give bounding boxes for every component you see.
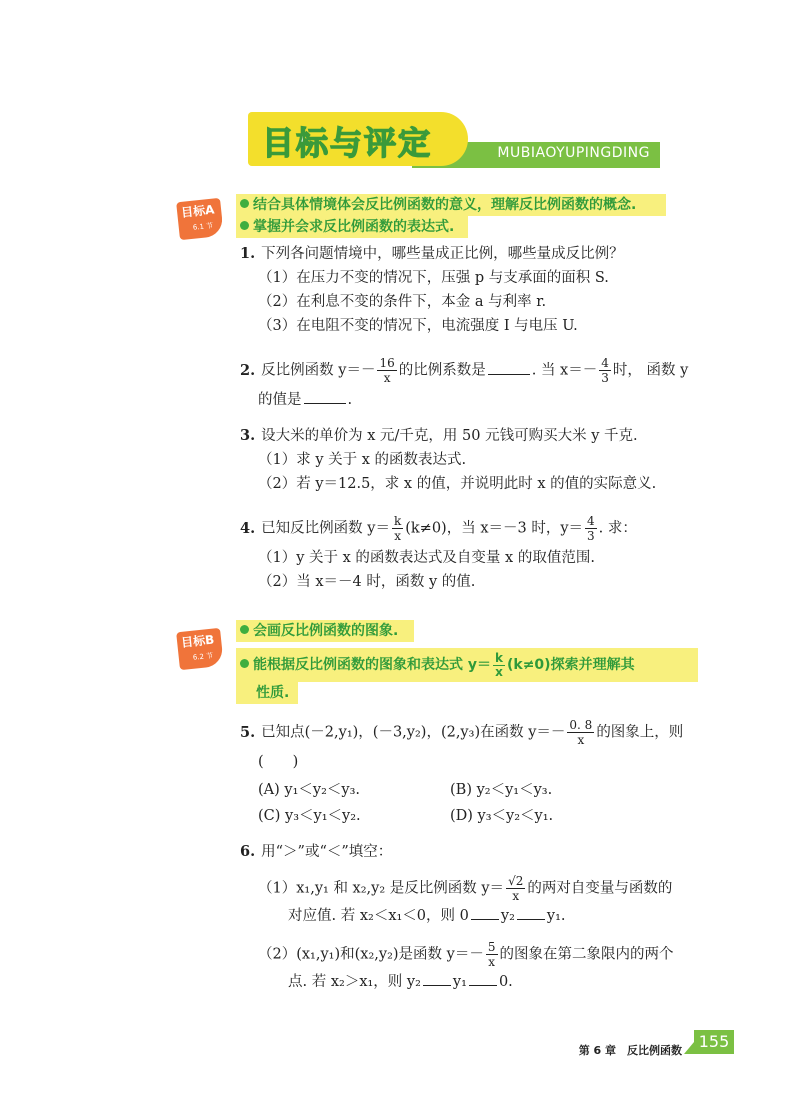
goal-b-section: 6.2 节 <box>192 651 214 662</box>
q2-line-2: 的值是 . <box>258 392 353 408</box>
fraction: $\frac{4}{3}$ <box>601 356 609 385</box>
goal-a-badge-label: 目标A <box>180 202 216 220</box>
bullet-icon <box>240 625 249 634</box>
q5-stem: 5. 已知点(－2,y₁)，(－3,y₂)，(2,y₃)在函数 y＝－ $\frac{0. 8}{x}$ 的图象上，则 <box>240 718 684 747</box>
q6-part-1-line-2: 对应值. 若 x₂＜x₁＜0，则 0 y₂ y₁. <box>288 908 566 924</box>
q3-part-2: （2）若 y＝12.5，求 x 的值，并说明此时 x 的值的实际意义. <box>258 476 657 492</box>
page-number-tab <box>684 1042 694 1054</box>
q2-line-1: 2. 反比例函数 y＝－ $\frac{16}{x}$ 的比例系数是 . 当 x＝－ $\frac{4}{3}$ 时， 函数 y <box>240 356 689 385</box>
goal-b-item-1: 会画反比例函数的图象. <box>236 620 414 642</box>
goal-b-item-2: 能根据反比例函数的图象和表达式 y＝ $\frac{k}{x}$ (k≠0)探索并理解其 <box>236 648 698 682</box>
q1-part-3: （3）在电阻不变的情况下，电流强度 I 与电压 U. <box>258 318 578 334</box>
q3-stem: 3. 设大米的单价为 x 元/千克，用 50 元钱可购买大米 y 千克. <box>240 427 638 444</box>
fraction: $\frac{√2}{x}$ <box>508 874 524 903</box>
q6-part-1: （1）x₁,y₁ 和 x₂,y₂ 是反比例函数 y＝ $\frac{√2}{x}$ 的两对自变量与函数的 <box>258 874 673 903</box>
q4-part-2: （2）当 x＝－4 时，函数 y 的值. <box>258 574 476 590</box>
bullet-icon <box>240 221 249 230</box>
q5-option-d: (D) y₃＜y₂＜y₁. <box>450 808 554 824</box>
goal-b-badge <box>176 628 224 670</box>
q5-option-c: (C) y₃＜y₁＜y₂. <box>258 808 361 824</box>
goal-a-badge <box>176 198 224 240</box>
q5-option-b: (B) y₂＜y₁＜y₃. <box>450 782 553 798</box>
fraction: $\frac{16}{x}$ <box>379 356 395 385</box>
q3-part-1: （1）求 y 关于 x 的函数表达式. <box>258 452 467 468</box>
goal-b-item-2-cont: 性质. <box>236 682 298 704</box>
goal-a-item-2: 掌握并会求反比例函数的表达式. <box>236 216 468 238</box>
fraction: $\frac{0. 8}{x}$ <box>569 718 593 747</box>
q6-stem: 6. 用“＞”或“＜”填空： <box>240 843 393 860</box>
banner-title-bar <box>248 112 468 166</box>
q1-part-1: （1）在压力不变的情况下，压强 p 与支承面的面积 S. <box>258 270 609 286</box>
bullet-icon <box>240 659 249 668</box>
q4-stem: 4. 已知反比例函数 y＝ $\frac{k}{x}$ (k≠0)，当 x＝－3 时，y＝ $\frac{4}{3}$ . 求： <box>240 514 637 543</box>
bullet-icon <box>240 199 249 208</box>
fraction: $\frac{k}{x}$ <box>393 514 402 543</box>
q6-part-2-line-2: 点. 若 x₂＞x₁，则 y₂ y₁ 0. <box>288 974 513 990</box>
goal-a-section: 6.1 节 <box>192 221 214 232</box>
q5-answer-paren: ( ) <box>258 754 299 770</box>
q1-stem: 1. 下列各问题情境中，哪些量成正比例，哪些量成反比例？ <box>240 245 624 262</box>
q6-part-2: （2）(x₁,y₁)和(x₂,y₂)是函数 y＝－ $\frac{5}{x}$ 的图象在第二象限内的两个 <box>258 940 674 969</box>
goal-a-item-1: 结合具体情境体会反比例函数的意义，理解反比例函数的概念. <box>236 194 666 216</box>
banner-subtitle: MUBIAOYUPINGDING <box>497 145 650 161</box>
banner-title: 目标与评定 <box>262 124 433 162</box>
page-number: 155 <box>694 1030 734 1054</box>
fraction: $\frac{5}{x}$ <box>487 940 496 969</box>
q4-part-1: （1）y 关于 x 的函数表达式及自变量 x 的取值范围. <box>258 550 595 566</box>
q1-part-2: （2）在利息不变的条件下，本金 a 与利率 r. <box>258 294 547 310</box>
q5-option-a: (A) y₁＜y₂＜y₃. <box>258 782 361 798</box>
fraction: $\frac{4}{3}$ <box>587 514 595 543</box>
goal-b-badge-label: 目标B <box>180 632 215 650</box>
footer-chapter: 第 6 章 反比例函数 <box>578 1044 682 1057</box>
fraction: $\frac{k}{x}$ <box>495 650 503 679</box>
